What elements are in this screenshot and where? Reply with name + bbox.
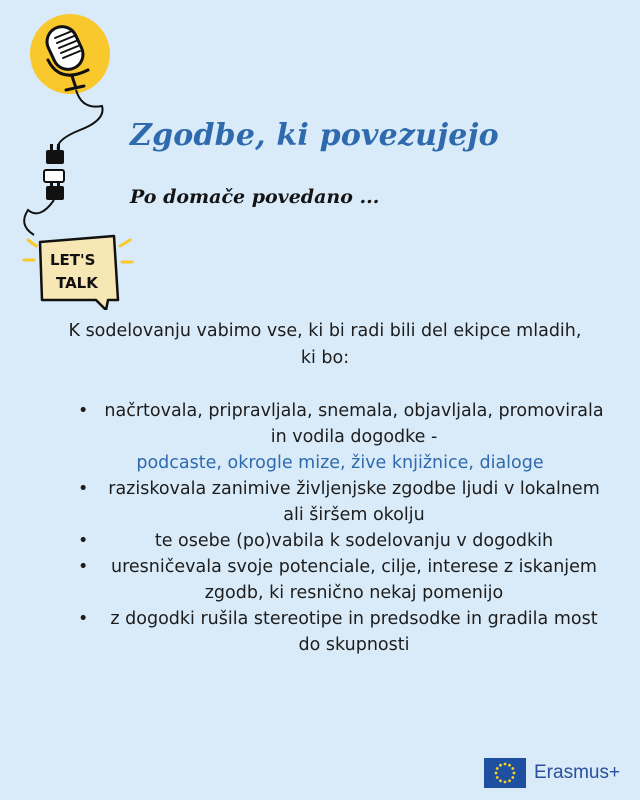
- list-item-text: uresničevala svoje potenciale, cilje, interese z iskanjem zgodb, ki resnično nekaj pomenijo: [111, 557, 597, 603]
- cable-lower: [24, 200, 54, 235]
- lets-talk-line1: LET'S: [50, 251, 96, 269]
- list-item-text: raziskovala zanimive življenjske zgodbe ljudi v lokalnem ali širšem okolju: [108, 479, 600, 525]
- erasmus-logo: [484, 758, 620, 788]
- bullet-icon: •: [78, 609, 89, 629]
- lets-talk-line2: TALK: [56, 274, 98, 292]
- list-item: [70, 554, 610, 606]
- bullet-icon: •: [78, 557, 89, 577]
- podcast-illustration: [10, 10, 150, 310]
- bullet-icon: •: [78, 531, 89, 551]
- bullet-list: [70, 398, 610, 658]
- lets-talk-bubble: [24, 236, 132, 310]
- list-item-text: te osebe (po)vabila k sodelovanju v dogodkih: [154, 531, 554, 551]
- list-item: [70, 476, 610, 528]
- page-title: Zgodbe, ki povezujejo: [130, 118, 499, 153]
- list-item-text: načrtovala, pripravljala, snemala, objavljala, promovirala in vodila dogodke -: [104, 401, 604, 447]
- list-item-text: z dogodki rušila stereotipe in predsodke in gradila most do skupnosti: [110, 609, 598, 655]
- list-item: [70, 528, 610, 554]
- event-types-text: podcaste, okrogle mize, žive knjižnice, dialoge: [136, 453, 544, 473]
- eu-flag-icon: [484, 758, 526, 788]
- plug-icon: [44, 144, 64, 200]
- bullet-icon: •: [78, 479, 89, 499]
- list-item: [70, 606, 610, 658]
- intro-text: K sodelovanju vabimo vse, ki bi radi bili del ekipce mladih, ki bo:: [68, 321, 582, 368]
- bullet-icon: •: [78, 401, 89, 421]
- page-subtitle: Po domače povedano ...: [130, 186, 380, 208]
- erasmus-logo-text: Erasmus+: [534, 762, 621, 783]
- list-item: [70, 398, 610, 476]
- cable: [58, 90, 103, 150]
